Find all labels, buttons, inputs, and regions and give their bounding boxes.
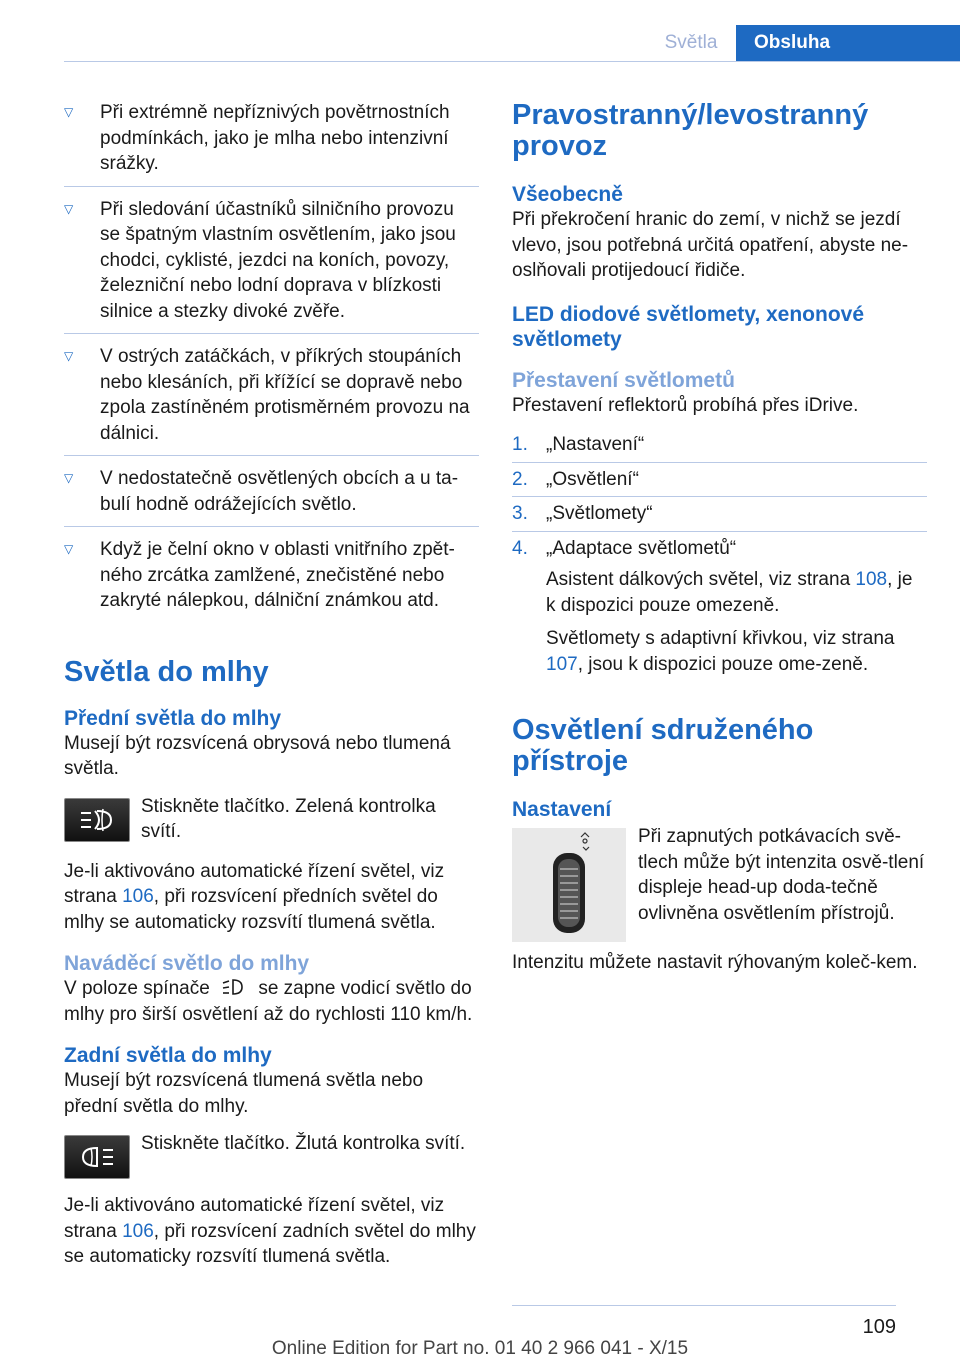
high-beam-note: Asistent dálkových světel, viz strana 108, je k dispozici pouze omezeně. bbox=[546, 569, 913, 616]
page-link-106[interactable]: 106 bbox=[122, 886, 154, 907]
rear-fog-button-row bbox=[64, 1131, 479, 1179]
led-title: LED diodové světlomety, xenonové světlomety bbox=[512, 302, 865, 351]
bullet-text: V ostrých zatáčkách, v příkrých stoupáních nebo klesáních, při křížící se dopravě nebo zpola zastíněném protisměrném provozu na dálnici. bbox=[100, 346, 470, 444]
page-link-108[interactable]: 108 bbox=[855, 569, 888, 590]
triangle-bullet-icon: ▽ bbox=[64, 542, 74, 556]
setting-title: Nastavení bbox=[512, 798, 612, 821]
traffic-title: Pravostranný/levostranný provoz bbox=[512, 99, 869, 162]
front-fog-button-image bbox=[64, 798, 130, 842]
adjust-title: Přestavení světlometů bbox=[512, 368, 735, 392]
thumbwheel-image bbox=[512, 828, 626, 942]
fog-lights-title: Světla do mlhy bbox=[64, 655, 269, 688]
front-fog-title: Přední světla do mlhy bbox=[64, 706, 282, 730]
setting-row bbox=[512, 824, 927, 942]
instrument-lighting-title: Osvětlení sdruženého přístroje bbox=[512, 714, 814, 777]
step-text: „Světlomety“ bbox=[546, 503, 653, 524]
rear-fog-light-icon bbox=[77, 1144, 117, 1170]
general-title: Všeobecně bbox=[512, 183, 623, 206]
front-fog-light-icon bbox=[77, 807, 117, 833]
adaptive-curve-note: Světlomety s adaptivní křivkou, viz strana 107, jsou k dispozici pouze ome-zeně. bbox=[546, 628, 895, 675]
adjust-text: Přestavení reflektorů probíhá přes iDrive. bbox=[512, 394, 859, 416]
bullet-item bbox=[64, 100, 479, 187]
page-link-106-rear[interactable]: 106 bbox=[122, 1220, 154, 1242]
triangle-bullet-icon: ▽ bbox=[64, 471, 74, 485]
header-divider bbox=[64, 61, 960, 62]
wheel-text: Intenzitu můžete nastavit rýhovaným koleč-kem. bbox=[512, 952, 918, 973]
step-item bbox=[512, 497, 927, 532]
step-number: 1. bbox=[512, 434, 528, 455]
triangle-bullet-icon: ▽ bbox=[64, 201, 74, 216]
step-item bbox=[512, 463, 927, 498]
step-number: 4. bbox=[512, 537, 528, 559]
bullet-text: V nedostatečně osvětlených obcích a u ta-bulí hodně odrážejících světlo. bbox=[100, 468, 459, 515]
bullet-item bbox=[64, 466, 479, 527]
front-fog-press-text: Stiskněte tlačítko. Zelená kontrolka svítí. bbox=[141, 795, 436, 842]
step-item bbox=[512, 532, 927, 566]
thumbwheel-icon bbox=[539, 831, 599, 939]
bullet-item bbox=[64, 537, 479, 623]
general-text: Při překročení hranic do zemí, v nichž se jezdí vlevo, jsou potřebná určitá opatření, abyste ne-oslňovali protijedoucí řidiče. bbox=[512, 209, 909, 281]
step-number: 3. bbox=[512, 503, 528, 524]
rear-fog-auto-text: Je-li aktivováno automatické řízení světel, viz strana 106, při rozsvícení zadních světel do mlhy se automaticky rozsvítí tlumená světla. bbox=[64, 1195, 476, 1267]
front-fog-auto-text: Je-li aktivováno automatické řízení světel, viz strana 106, při rozsvícení předních světel do mlhy se automaticky rozsvítí tlumená světla. bbox=[64, 860, 445, 933]
step-text: „Nastavení“ bbox=[546, 434, 645, 455]
header-section-tab[interactable]: Světla bbox=[664, 32, 718, 53]
header-chapter-tab[interactable]: Obsluha bbox=[736, 25, 960, 61]
rear-fog-intro: Musejí být rozsvícená tlumená světla nebo přední světla do mlhy. bbox=[64, 1070, 424, 1117]
step-number: 2. bbox=[512, 468, 528, 490]
step-text: „Osvětlení“ bbox=[546, 468, 639, 490]
rear-fog-button-image bbox=[64, 1135, 130, 1179]
step-item bbox=[512, 428, 927, 463]
left-column bbox=[64, 100, 479, 1270]
guide-fog-text: V poloze spínače se zapne vodicí světlo do mlhy pro širší osvětlení až do rychlosti 110 km/h. bbox=[64, 978, 473, 1025]
bullet-text: Když je čelní okno v oblasti vnitřního zpět-ného zrcátka zamlžené, znečistěné nebo zakryté nálepkou, dálniční známkou atd. bbox=[100, 539, 455, 611]
front-fog-intro: Musejí být rozsvícená obrysová nebo tlumená světla. bbox=[64, 732, 451, 779]
page-number: 109 bbox=[862, 1316, 896, 1338]
bullet-text: Při extrémně nepříznivých povětrnostních podmínkách, jako je mlha nebo intenzivní srážky. bbox=[100, 102, 450, 174]
setting-text: Při zapnutých potkávacích svě-tlech může být intenzita osvě-tlení displeje head-up doda-tečně ovlivněna osvětlením přístrojů. bbox=[638, 826, 925, 924]
rear-fog-title: Zadní světla do mlhy bbox=[64, 1044, 272, 1067]
bullet-item bbox=[64, 344, 479, 456]
step-text: „Adaptace světlometů“ bbox=[546, 537, 737, 559]
bullet-item bbox=[64, 197, 479, 335]
guide-fog-title: Naváděcí světlo do mlhy bbox=[64, 952, 310, 975]
right-column bbox=[512, 100, 927, 976]
footer-edition-text: Online Edition for Part no. 01 40 2 966 041 - X/15 bbox=[271, 1338, 689, 1359]
light-switch-position-icon bbox=[221, 977, 247, 997]
triangle-bullet-icon: ▽ bbox=[64, 349, 74, 363]
bullet-text: Při sledování účastníků silničního provozu se špatným vlastním osvětlením, jako jsou chodci, cyklisté, jezdci na koních, povozy, železniční nebo lodní doprava v blízkosti silnice a stezky divoké zvěře. bbox=[100, 198, 456, 322]
footer-divider bbox=[512, 1305, 896, 1306]
rear-fog-press-text: Stiskněte tlačítko. Žlutá kontrolka svítí. bbox=[141, 1133, 466, 1154]
front-fog-button-row bbox=[64, 794, 479, 845]
page-link-107[interactable]: 107 bbox=[546, 653, 578, 675]
triangle-bullet-icon: ▽ bbox=[64, 105, 74, 119]
